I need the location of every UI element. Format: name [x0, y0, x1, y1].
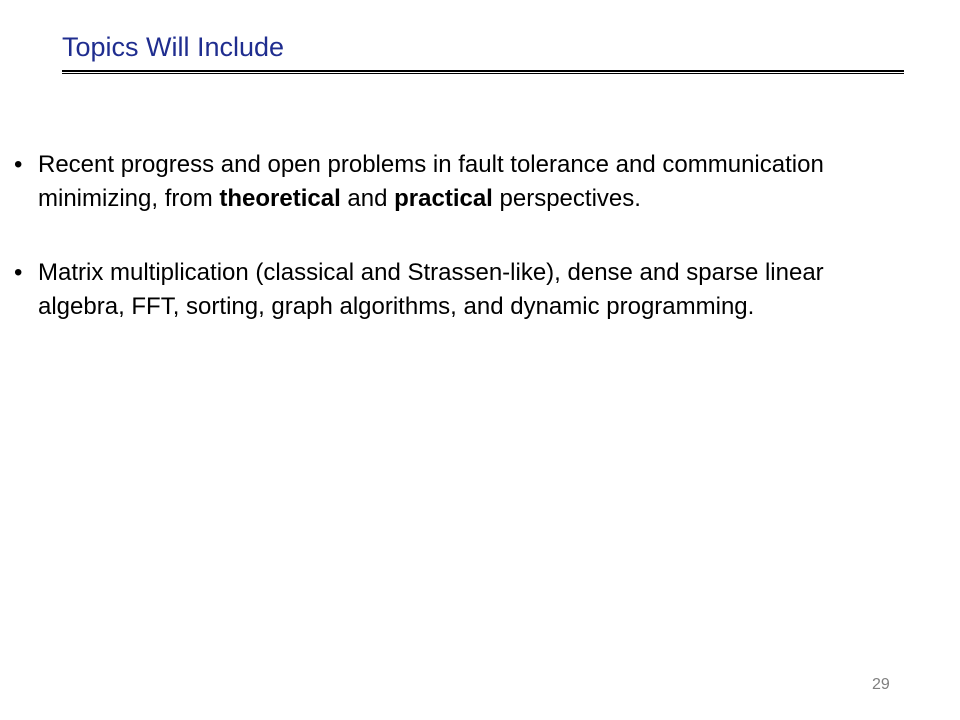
bullet-item-fault-tolerance [14, 148, 874, 216]
bullet-text-segment: perspectives. [492, 185, 641, 212]
page-number: 29 [872, 676, 890, 693]
slide-title: Topics Will Include [62, 32, 285, 62]
bullet-text [38, 151, 824, 212]
bullet-item-algorithms [14, 256, 874, 324]
bullet-list [14, 148, 874, 364]
bullet-marker: • [14, 259, 23, 286]
bullet-text-segment: and [340, 185, 395, 212]
bullet-text-segment: Recent progress and open problems in fault tolerance and communication minimizing, from [38, 151, 824, 212]
bold-term-practical: practical [394, 185, 493, 212]
bullet-text: Matrix multiplication (classical and Strassen-like), dense and sparse linear algebra, FFT, sorting, graph algorithms, and dynamic programming. [38, 259, 824, 320]
bullet-marker: • [14, 151, 23, 178]
bold-term-theoretical: theoretical [219, 185, 341, 212]
title-underline [62, 70, 904, 74]
